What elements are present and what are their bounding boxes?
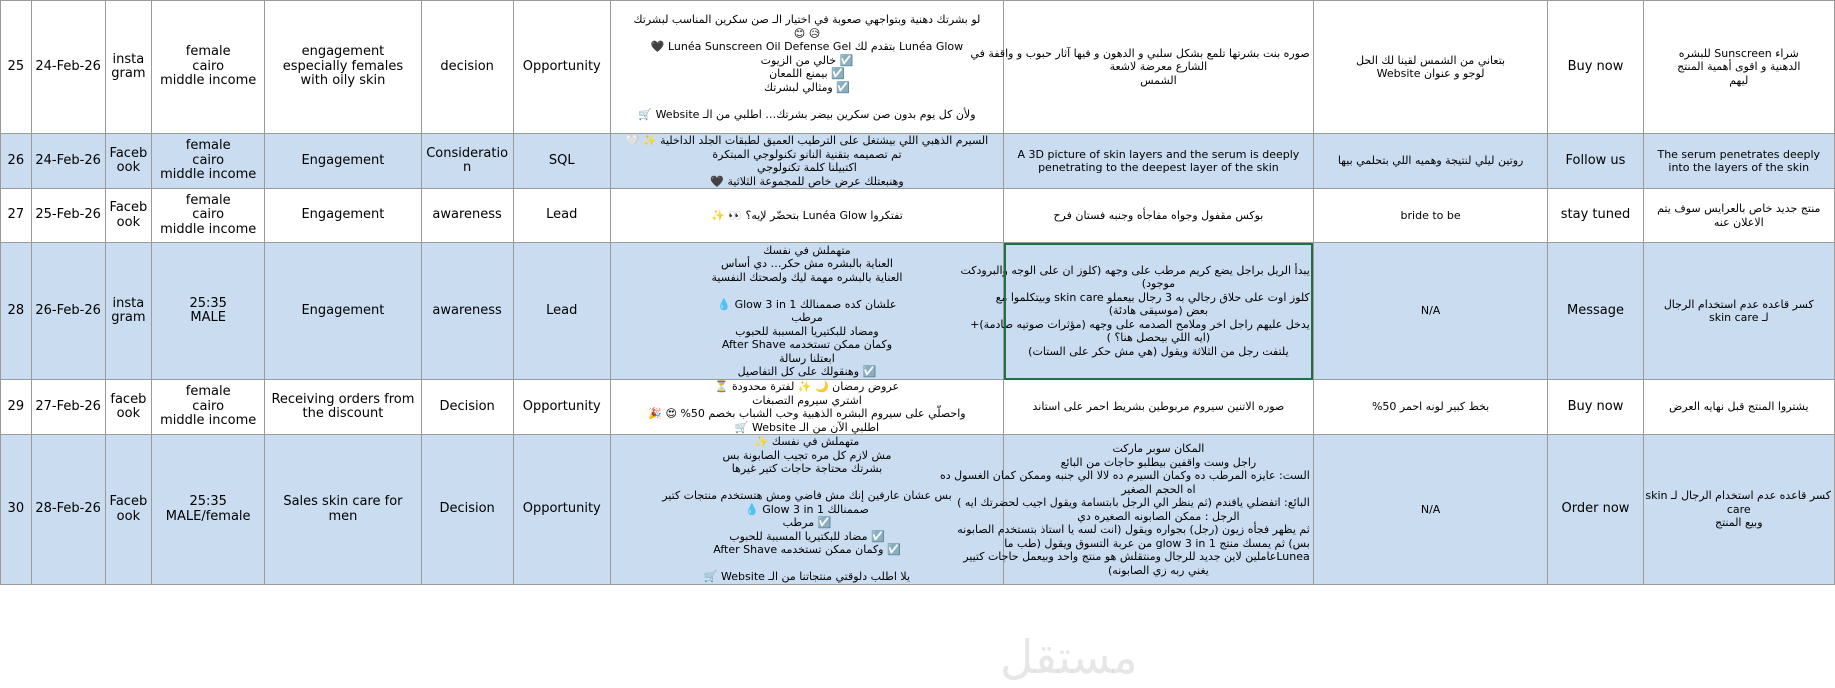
cell-objective[interactable] [1643,134,1834,189]
cell-post-content[interactable] [610,1,1003,134]
cell-line: تفتكروا Lunéa Glow بتحضّر لإيه؟ 👀 ✨ [711,208,903,222]
cell-line: female [185,44,231,60]
cell-line: N/A [1420,304,1441,318]
cell-goal[interactable]: Sales skin care for men [265,435,421,585]
cell-audience[interactable] [152,1,265,134]
cell-line: شراء Sunscreen للبشره [1678,46,1799,60]
cell-visual-description[interactable] [960,243,1314,380]
cell-lead-type[interactable]: Lead [513,243,610,380]
cell-line: ليهم [1729,73,1749,87]
cell-line: يلتفت رجل من الثلاثة ويقول (هي مش حكر على الستات) [1028,344,1289,358]
cell-audience[interactable] [152,380,265,435]
cell-line: الدهنية و اقوى أهمية المنتج [1677,60,1801,74]
cell-line: صوره الاتنين سيروم مربوطين بشريط احمر على استاند [1032,400,1285,414]
cell-platform[interactable]: instagram [105,1,152,134]
cell-line: كسر قاعده عدم استخدام الرجال لـ skin [1645,489,1831,503]
cell-design-text[interactable] [1313,243,1548,380]
cell-lead-type[interactable]: SQL [513,134,610,189]
cell-line: middle income [160,221,257,237]
cell-goal[interactable]: Receiving orders from the discount [265,380,421,435]
cell-line: يشتروا المنتج قبل نهايه العرض [1668,400,1809,414]
cell-line [614,94,1000,108]
cell-line: اكتبيلنا كلمة تكنولوجي [757,161,857,174]
cell-line: penetrating to the deepest layer of the skin [1038,161,1279,174]
cell-funnel-stage[interactable]: decision [421,1,513,134]
cell-visual-description[interactable] [1004,134,1314,189]
cell-number[interactable]: 25 [1,1,32,134]
cell-date[interactable]: 25-Feb-26 [31,189,105,243]
cell-line [614,284,1000,298]
cell-date[interactable]: 27-Feb-26 [31,380,105,435]
cell-visual-description[interactable] [970,1,1314,134]
cell-platform[interactable]: instagram [105,243,152,380]
cell-line: البائع: اتفضلي يافندم (ثم ينظر الي الرجل بابتسامة ويقول اجيب لحضرتك ايه ) [957,496,1310,509]
cell-line: Lunéa Glow بتقدم لك Lunéa Sunscreen Oil Defense Gel 🖤 [650,40,964,53]
cell-line: ولأن كل يوم بدون صن سكرين بيضر بشرتك… اطلبي من الـ Website 🛒 [638,107,976,121]
cell-line: MALE [190,310,226,325]
cell-line: ☑️ ومثالي لبشرتك [763,80,850,94]
cell-line: bride to be [1400,208,1461,222]
cell-post-content[interactable] [610,380,1003,435]
cell-line: راجل وست واقفين بيطلبو حاجات من البائع [1060,455,1257,469]
cell-line: female [185,384,231,400]
cell-line: بوكس مقفول وجواه مفاجأه وجنبه فستان فرح [1053,208,1264,222]
cell-line: cairo [192,207,225,223]
cell-line: care [1726,502,1751,516]
cell-design-text[interactable] [1313,1,1548,134]
cell-line: كلوز اوت على حلاق رجالي به 3 رجال بيعملو skin care وبيتكلموا مع [995,290,1310,304]
cell-funnel-stage[interactable]: Decision [421,435,513,585]
cell-line: ☑️ وكمان ممكن تستخدمه After Shave [713,543,901,557]
cell-cta[interactable]: Follow us [1548,134,1643,189]
cell-line: لوجو و عنوان Website [1376,67,1485,80]
cell-line: MALE/female [165,508,251,524]
cell-line: middle income [160,73,257,89]
cell-line: بس عشان عارفين إنك مش فاضي ومش هتستخدم منتجات كتير [662,489,952,503]
cell-design-text[interactable] [1313,435,1548,585]
cell-line: بعض (موسيقى هادئة) [1108,304,1209,318]
cell-line: cairo [192,152,225,168]
cell-objective[interactable] [1643,189,1834,243]
cell-design-text[interactable] [1313,380,1548,435]
cell-line: واحصلّي على سيروم البشره الذهبية وحب الشباب بخصم 50% 😍 🎉 [648,407,966,420]
cell-platform[interactable]: Facebook [105,134,152,189]
table-row [1,243,1835,380]
cell-funnel-stage[interactable]: Consideration [421,134,513,189]
cell-objective[interactable] [1643,243,1834,380]
cell-line: The serum penetrates deeply [1657,147,1821,161]
cell-goal[interactable]: Engagement [265,243,421,380]
cell-audience[interactable] [152,243,265,380]
cell-line: الشمس [1140,73,1177,87]
cell-objective[interactable] [1643,435,1834,585]
cell-line: يدخل عليهم راجل اخر وملامح الصدمه على وجهه (مؤثرات صوتيه صادمة)+ [970,317,1310,331]
cell-line: بخط كبير لونه احمر 50% [1371,400,1490,414]
cell-line: علشان كده صممنالك Glow 3 in 1 💧 [717,297,897,311]
cell-line: into the layers of the skin [1668,161,1810,174]
cell-number[interactable]: 29 [1,380,32,435]
cell-line: ثم يظهر فجأه زيون (رجل) بجواره ويقول (انت لسه يا استاذ بتستخدم الصابونه [957,523,1310,536]
cell-line: اشتري سيروم التصبغات [752,393,862,407]
cell-line: الست: عايزه المرطب ده وكمان السيرم ده لالا الي جنبه وممكن كمان الغسول ده [939,469,1310,482]
cell-line: female [185,138,231,154]
cell-line: يغني ربه زي الصابونه) [1107,563,1209,577]
cell-cta[interactable]: Buy now [1548,380,1643,435]
watermark: مستقل [1000,630,1138,684]
cell-cta[interactable]: Message [1548,243,1643,380]
cell-line: ☑️ خالي من الزيوت [760,53,854,67]
cell-date[interactable]: 26-Feb-26 [31,243,105,380]
cell-line: روتين ليلي لنتيجة وهميه اللي بتحلمي بيها [1337,154,1524,168]
cell-line: 😥 😊 [793,26,821,40]
cell-line: المكان سوبر ماركت [1112,442,1205,455]
cell-line: اه الحجم الصغير [1121,482,1196,496]
cell-post-content[interactable] [610,134,1003,189]
table-row [1,189,1835,243]
table-row [1,1,1835,134]
cell-line: صممنالك Glow 3 in 1 💧 [745,502,869,516]
cell-audience[interactable] [152,435,265,585]
cell-line: العناية بالبشره مهمة ليك ولصحتك النفسية [711,270,903,284]
cell-cta[interactable]: Buy now [1548,1,1643,134]
cell-design-text[interactable] [1313,134,1548,189]
cell-visual-description[interactable] [1004,189,1314,243]
table-row [1,134,1835,189]
cell-line: يبدأ الريل براجل يضع كريم مرطب على وجهه (كلوز ان على الوجه والبرودكت [960,263,1310,277]
cell-line: بس) ثم يمسك منتج glow 3 in 1 من عربة التسوق ويقول (طب ما [1004,536,1310,550]
cell-lead-type[interactable]: Lead [513,189,610,243]
cell-line: موجود) [1141,277,1176,291]
cell-line: middle income [160,167,257,183]
cell-funnel-stage[interactable]: awareness [421,243,513,380]
cell-lead-type[interactable]: Opportunity [513,380,610,435]
cell-line: وهنبعتلك عرض خاص للمجموعة الثلاثية 🖤 [710,174,904,188]
cell-date[interactable]: 24-Feb-26 [31,1,105,134]
cell-line: العناية بالبشره مش حكر… دي أساس [720,257,893,270]
cell-line: A 3D picture of skin layers and the serum is deeply [1017,147,1300,161]
cell-line: Luneaعاملين لاين جديد للرجال ومنتقلش هو منتج واحد وبيعمل حاجات كتيير [963,550,1310,563]
cell-objective[interactable] [1643,380,1834,435]
cell-number[interactable]: 26 [1,134,32,189]
cell-post-content[interactable] [610,435,1003,585]
cell-line: كسر قاعده عدم استخدام الرجال [1663,297,1814,311]
cell-funnel-stage[interactable]: awareness [421,189,513,243]
cell-line: ☑️ مضاد للبكتيريا المسببة للحبوب [729,529,885,543]
cell-line: صوره بنت بشرتها تلمع بشكل سلبي و الدهون و فيها آثار حبوب و واقفة في [970,46,1310,60]
cell-cta[interactable]: stay tuned [1548,189,1643,243]
cell-line: وبيع المنتج [1714,516,1763,530]
cell-line: متهملش في نفسك ✨ [754,435,860,449]
cell-line: الرجل : ممكن الصابونه الصغيره دي [1077,509,1240,523]
cell-line [614,557,1000,571]
cell-line: middle income [160,413,257,429]
cell-line: 25:35 [189,494,227,509]
cell-line: مش لازم كل مره تجيب الصابونة بس [722,448,892,462]
cell-line: ابعتلنا رسالة [779,351,835,365]
cell-line: 25:35 [189,295,227,311]
cell-audience[interactable] [152,189,265,243]
cell-line: ☑️ مرطب [782,516,832,530]
cell-line: مرطب [791,311,823,324]
cell-date[interactable]: 28-Feb-26 [31,435,105,585]
cell-line: متهملش في نفسك [763,243,851,257]
cell-number[interactable]: 27 [1,189,32,243]
cell-line: female [185,192,231,208]
cell-line: اطلبي الآن من الـ Website 🛒 [734,420,880,434]
cell-line: منتج جديد خاص بالعرايس سوف يتم [1657,202,1821,215]
cell-number[interactable]: 30 [1,435,32,585]
cell-visual-description[interactable] [939,435,1314,585]
cell-platform[interactable]: Facebook [105,189,152,243]
cell-goal[interactable]: Engagement [265,134,421,189]
cell-line: الاعلان عنه [1713,215,1764,229]
cell-line: ومضاد للبكتيريا المسببة للحبوب [735,324,879,338]
cell-line: ☑️ وهنقولك على كل التفاصيل [737,365,877,378]
cell-line: تم تصميمه بتقنية النانو تكنولوجي المبتكرة [712,147,902,161]
cell-line: cairo [192,58,225,74]
cell-line: الشارع معرضة لاشعة [1109,60,1208,74]
cell-visual-description[interactable] [1004,380,1314,435]
cell-line: وكمان ممكن تستخدمه After Shave [721,338,893,351]
cell-line: السيرم الذهبي اللي بيشتغل على الترطيب العميق لطبقات الجلد الداخلية ✨ 🤍 [625,134,989,147]
cell-line: (ايه اللي بيحصل هنا؟ ) [1106,331,1211,345]
cell-lead-type[interactable]: Opportunity [513,1,610,134]
cell-line: لو بشرتك دهنية وبتواجهي صعوبة في اختيار الـ صن سكرين المناسب لبشرتك [633,13,981,26]
cell-line: بتعاني من الشمس لقينا لك الحل [1356,53,1506,67]
cell-platform[interactable]: facebook [105,380,152,435]
cell-design-text[interactable] [1313,189,1548,243]
cell-line: لـ skin care [1709,311,1769,324]
cell-number[interactable]: 28 [1,243,32,380]
cell-lead-type[interactable]: Opportunity [513,435,610,585]
cell-funnel-stage[interactable]: Decision [421,380,513,435]
cell-post-content[interactable] [610,243,1003,380]
cell-line: cairo [192,398,225,414]
cell-line: عروض رمضان 🌙 ✨ لفترة محدودة ⏳ [714,380,900,393]
cell-line: بشرتك محتاجة حاجات كتير غيرها [731,462,883,476]
table-row [1,435,1835,585]
cell-cta[interactable]: Order now [1548,435,1643,585]
cell-goal[interactable]: engagement especially females with oily skin [265,1,421,134]
cell-audience[interactable] [152,134,265,189]
cell-date[interactable]: 24-Feb-26 [31,134,105,189]
table-row [1,380,1835,435]
cell-objective[interactable] [1643,1,1834,134]
cell-goal[interactable]: Engagement [265,189,421,243]
cell-line: N/A [1420,502,1441,516]
cell-line: يلا اطلب دلوقتي منتجاتنا من الـ Website 🛒 [703,570,911,584]
cell-platform[interactable]: Facebook [105,435,152,585]
cell-line: ☑️ بيمنع اللمعان [769,67,845,80]
cell-post-content[interactable] [610,189,1003,243]
